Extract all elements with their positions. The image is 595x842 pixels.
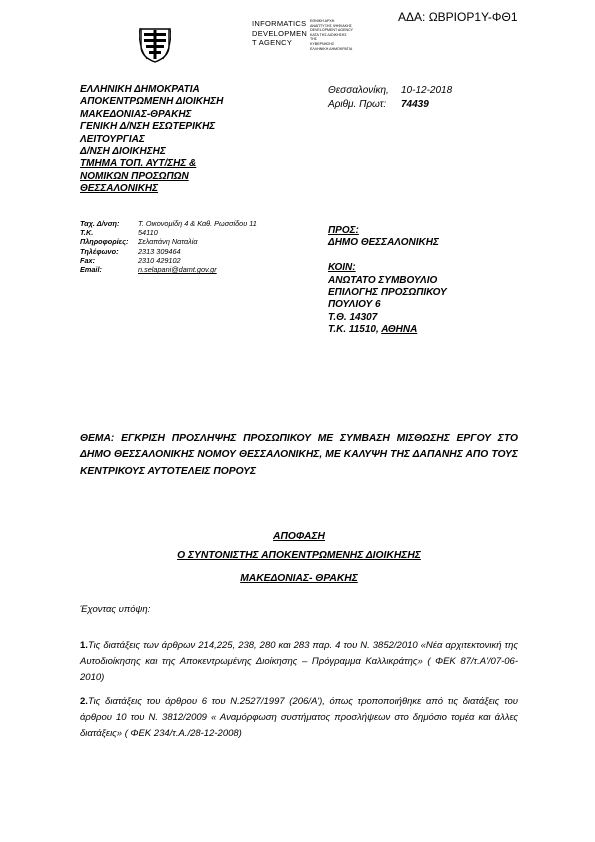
decision-title: ΑΠΟΦΑΣΗ bbox=[273, 531, 325, 542]
greek-coat-of-arms-icon bbox=[139, 26, 171, 64]
contact-key: Τ.Κ. bbox=[80, 228, 94, 238]
contact-value: Τ. Οικονομίδη 4 & Καθ. Ρωσσίδου 11 bbox=[138, 219, 257, 228]
contact-details bbox=[80, 219, 257, 274]
protocol-number: 74439 bbox=[401, 98, 429, 110]
contact-key: Ταχ. Δ/νση: bbox=[80, 219, 120, 228]
place-label: Θεσσαλονίκη, bbox=[328, 85, 389, 96]
contact-value: 2310 429102 bbox=[138, 255, 181, 265]
item-number: 1. bbox=[80, 640, 88, 651]
item-text: Τις διατάξεις του άρθρου 6 του Ν.2527/1997 (206/Α'), όπως τροποποιήθηκε από τις διατάξεις του άρθρου 10 του Ν. 3812/2009 « Αναμόρφωση συστήματος προσλήψεων στο δημόσιο τομέα και άλλες διατάξεις» ( ΦΕΚ 234/τ.Α./28-12-2008) bbox=[80, 696, 518, 740]
city: ΑΘΗΝΑ bbox=[381, 324, 418, 336]
authority-line: ΓΕΝΙΚΗ Δ/ΝΣΗ ΕΣΩΤΕΡΙΚΗΣ bbox=[80, 121, 216, 133]
protocol-label: Αριθμ. Πρωτ: bbox=[328, 98, 387, 110]
authority-line: ΕΛΛΗΝΙΚΗ ΔΗΜΟΚΡΑΤΙΑ bbox=[80, 84, 200, 95]
postal-code: Τ.Κ. 11510, bbox=[328, 324, 379, 336]
infodev-logo-small-text: ΕΘΝΙΚΗ ΑΡΧΗ ΑΝΑΠΤΥΞΗΣ ΨΗΦΙΑΚΗΣ DEVELOPMENT AGENCY ΚΑΤΑ ΤΗΣ ΔΙΟΙΚΗΣΗΣ ΤΗΣ ΚΥΒΕΡΝΗΣΗΣ ΕΛΛΗΝΙΚΗ ΔΗΜΟΚΡΑΤΙΑ bbox=[310, 19, 354, 51]
contact-key: Τηλέφωνο: bbox=[80, 246, 119, 256]
contact-key: Email: bbox=[80, 265, 102, 275]
cc-line: Τ.Θ. 14307 bbox=[328, 311, 378, 323]
recipients-block bbox=[328, 225, 447, 337]
cc-line: ΕΠΙΛΟΓΗΣ ΠΡΟΣΩΠΙΚΟΥ bbox=[328, 287, 447, 299]
authority-line: ΑΠΟΚΕΝΤΡΩΜΕΝΗ ΔΙΟΙΚΗΣΗ bbox=[80, 96, 224, 108]
item-text: Τις διατάξεις των άρθρων 214,225, 238, 280 και 283 παρ. 4 του Ν. 3852/2010 «Νέα αρχιτεκτονική της Αυτοδιοίκησης και της Αποκεντρωμένης Διοίκησης – Πρόγραμμα Καλλικράτης» ( ΦΕΚ 87/τ.Α'/07-06-2010) bbox=[80, 640, 518, 684]
contact-value: 2313 309464 bbox=[138, 246, 181, 256]
ada-code: ΑΔΑ: ΩΒΡΙΟΡ1Υ-ΦΘ1 bbox=[398, 10, 518, 24]
contact-key: Πληροφορίες: bbox=[80, 237, 129, 247]
item-number: 2. bbox=[80, 696, 88, 707]
to-value: ΔΗΜΟ ΘΕΣΣΑΛΟΝΙΚΗΣ bbox=[328, 237, 439, 249]
department-line: ΝΟΜΙΚΩΝ ΠΡΟΣΩΠΩΝ bbox=[80, 170, 189, 182]
contact-value: 54110 bbox=[138, 228, 158, 238]
cc-label: ΚΟΙΝ: bbox=[328, 262, 356, 274]
document-date: 10-12-2018 bbox=[401, 85, 453, 96]
department-line: ΤΜΗΜΑ ΤΟΠ. ΑΥΤ/ΣΗΣ & bbox=[80, 158, 197, 170]
authority-line: ΜΑΚΕΔΟΝΙΑΣ-ΘΡΑΚΗΣ bbox=[80, 108, 192, 120]
department-line: ΘΕΣΣΑΛΟΝΙΚΗΣ bbox=[80, 183, 159, 195]
authority-line: Δ/ΝΣΗ ΔΙΟΙΚΗΣΗΣ bbox=[80, 146, 166, 158]
subject: ΘΕΜΑ: ΕΓΚΡΙΣΗ ΠΡΟΣΛΗΨΗΣ ΠΡΟΣΩΠΙΚΟΥ ΜΕ ΣΥΜΒΑΣΗ ΜΙΣΘΩΣΗΣ ΕΡΓΟΥ ΣΤΟ ΔΗΜΟ ΘΕΣΣΑΛΟΝΙΚΗΣ ΝΟΜΟΥ ΘΕΣΣΑΛΟΝΙΚΗΣ, ΜΕ ΚΑΛΥΨΗ ΤΗΣ ΔΑΠΑΝΗΣ ΑΠΟ ΤΟΥΣ ΚΕΝΤΡΙΚΟΥΣ ΑΥΤΟΤΕΛΕΙΣ ΠΟΡΟΥΣ bbox=[80, 433, 518, 477]
legal-basis-item bbox=[80, 638, 518, 687]
cc-line: ΑΝΩΤΑΤΟ ΣΥΜΒΟΥΛΙΟ bbox=[328, 274, 438, 286]
contact-value: Σελαπάνη Ναταλία bbox=[138, 237, 198, 247]
to-label: ΠΡΟΣ: bbox=[328, 225, 359, 236]
infodev-logo-text: INFORMATICS DEVELOPMEN T AGENCY bbox=[252, 19, 308, 47]
cc-line: ΠΟΥΛΙΟΥ 6 bbox=[328, 299, 381, 311]
contact-key: Fax: bbox=[80, 255, 96, 265]
decision-issuer: Ο ΣΥΝΤΟΝΙΣΤΗΣ ΑΠΟΚΕΝΤΡΩΜΕΝΗΣ ΔΙΟΙΚΗΣΗΣ bbox=[177, 550, 421, 561]
date-protocol-block bbox=[328, 84, 452, 111]
legal-basis-item bbox=[80, 694, 518, 743]
having-in-mind: Έχοντας υπόψη: bbox=[80, 604, 151, 615]
decision-region: ΜΑΚΕΔΟΝΙΑΣ- ΘΡΑΚΗΣ bbox=[240, 573, 358, 584]
authority-line: ΛΕΙΤΟΥΡΓΙΑΣ bbox=[80, 133, 145, 145]
issuing-authority bbox=[80, 84, 223, 196]
email-link[interactable]: n.selapani@damt.gov.gr bbox=[138, 265, 217, 275]
